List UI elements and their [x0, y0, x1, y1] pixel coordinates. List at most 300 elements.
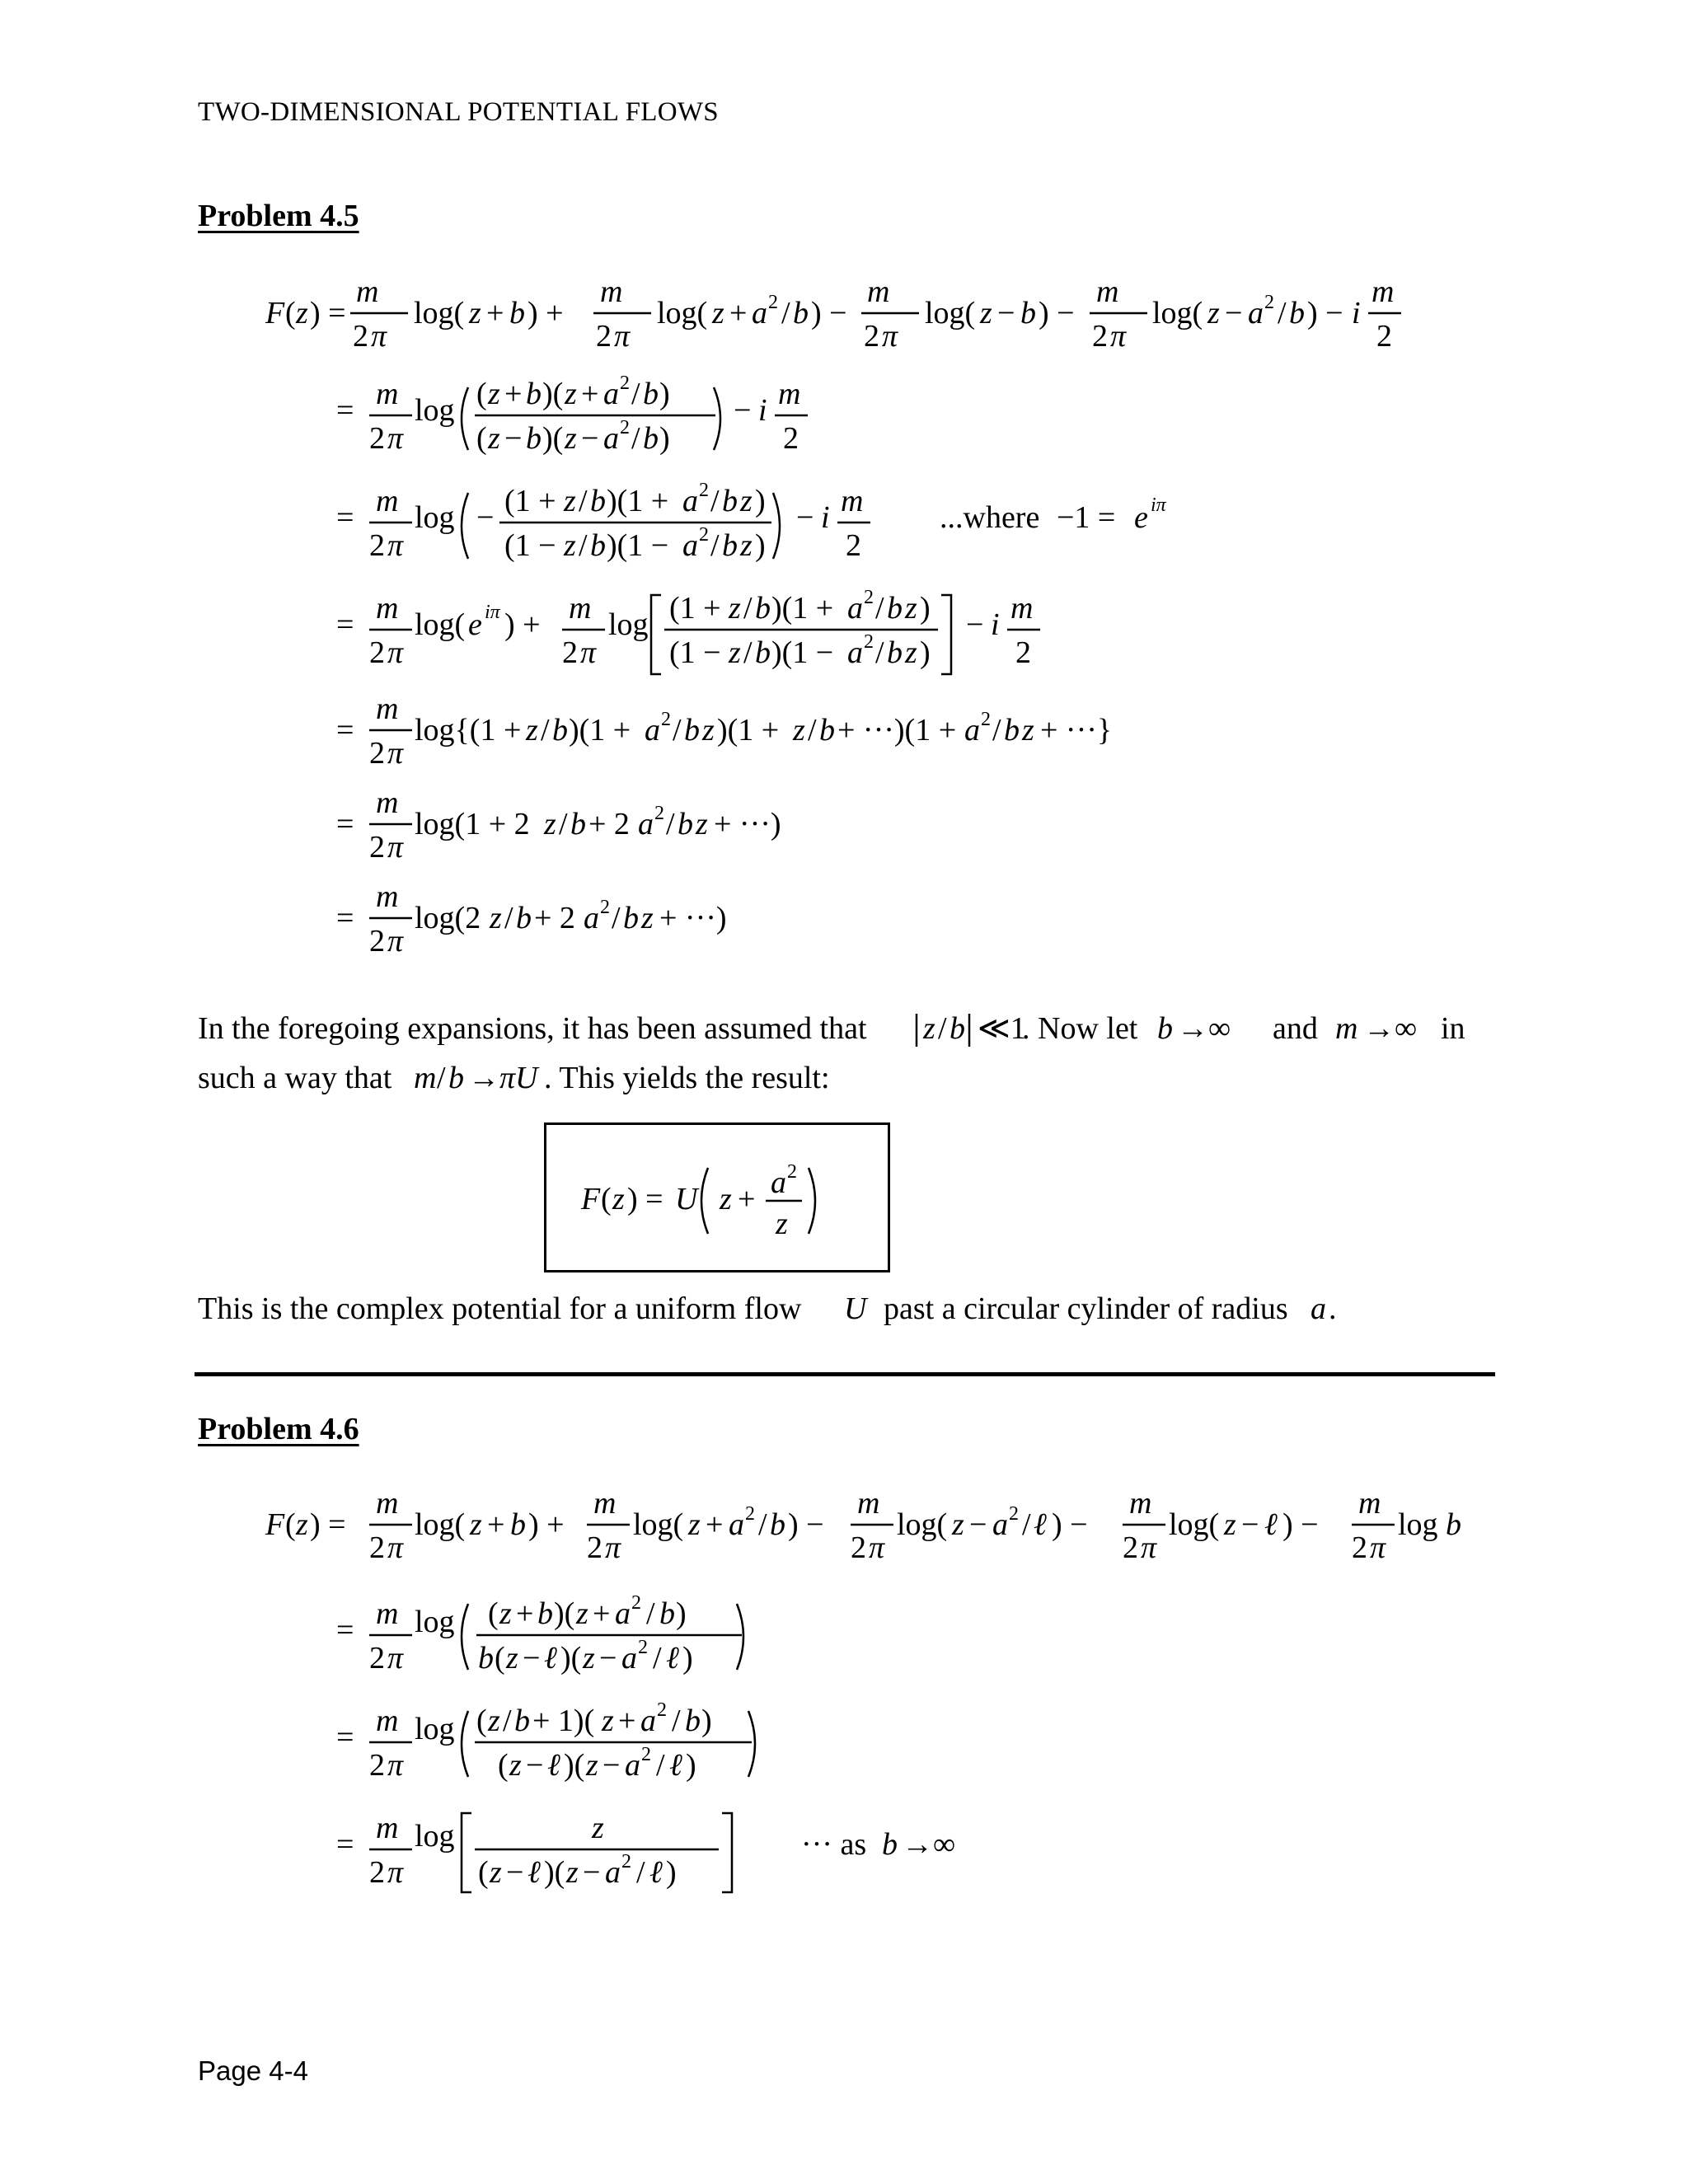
svg-text:m: m — [376, 879, 399, 914]
svg-text:2: 2 — [1009, 1503, 1019, 1525]
svg-text:2: 2 — [846, 528, 861, 563]
svg-text:b: b — [755, 591, 771, 626]
svg-text:−: − — [526, 1748, 544, 1783]
svg-text:): ) — [659, 421, 670, 456]
svg-text:)(1 −: )(1 − — [771, 635, 834, 670]
svg-text:π: π — [1110, 319, 1127, 354]
svg-text:m: m — [569, 591, 592, 626]
svg-text:→∞: →∞ — [1177, 1011, 1231, 1046]
svg-text:+ ···): + ···) — [659, 901, 727, 935]
svg-text:z: z — [612, 1182, 625, 1216]
svg-text:2: 2 — [1376, 319, 1392, 354]
svg-text:iπ: iπ — [1151, 494, 1166, 516]
problem-4-5-derivation — [0, 0, 1688, 989]
svg-text:log(: log( — [1169, 1507, 1220, 1542]
svg-text:z: z — [488, 377, 500, 411]
svg-text:ℓ: ℓ — [669, 1748, 682, 1783]
svg-text:2: 2 — [1123, 1530, 1138, 1565]
svg-text:m: m — [867, 274, 890, 309]
paragraph-text-1b: . Now let — [1022, 1011, 1138, 1046]
svg-text:m: m — [857, 1486, 880, 1521]
svg-text:π: π — [614, 319, 631, 354]
svg-text:F: F — [265, 296, 285, 330]
svg-text:z: z — [980, 296, 992, 330]
svg-text:2: 2 — [587, 1530, 603, 1565]
svg-text:2: 2 — [699, 524, 709, 546]
svg-text:/: / — [808, 713, 817, 748]
svg-text:a: a — [625, 1748, 640, 1783]
svg-text:z: z — [526, 713, 538, 748]
svg-text:−: − — [1241, 1507, 1259, 1542]
svg-text:m: m — [593, 1486, 617, 1521]
svg-text:(: ( — [476, 377, 487, 411]
svg-text:+ 1)(: + 1)( — [532, 1704, 595, 1738]
svg-text:m: m — [778, 377, 801, 411]
svg-text:π: π — [1141, 1530, 1157, 1565]
svg-text:ℓ: ℓ — [649, 1855, 663, 1890]
svg-text:/: / — [758, 1507, 767, 1542]
svg-text:→∞: →∞ — [902, 1827, 956, 1862]
svg-text:+ 2: + 2 — [534, 901, 575, 935]
svg-text:b: b — [526, 421, 542, 456]
svg-text:/: / — [503, 1704, 512, 1738]
svg-text:−1 =: −1 = — [1057, 500, 1116, 535]
svg-text:): ) — [659, 377, 670, 411]
svg-text:2: 2 — [369, 1530, 385, 1565]
svg-text:π: π — [1370, 1530, 1386, 1565]
svg-text:+ ···): + ···) — [714, 807, 781, 841]
svg-text:) −: ) − — [1039, 296, 1075, 330]
svg-text:2: 2 — [369, 1855, 385, 1890]
svg-text:): ) — [755, 484, 766, 518]
svg-text:+: + — [516, 1596, 534, 1631]
svg-text:/: / — [666, 807, 675, 841]
svg-text:πU: πU — [499, 1061, 538, 1095]
svg-text:) =: ) = — [627, 1182, 663, 1216]
svg-text:−: − — [603, 1748, 621, 1783]
svg-text:−: − — [1225, 296, 1243, 330]
svg-text:m: m — [376, 377, 399, 411]
svg-text:π: π — [387, 1530, 404, 1565]
svg-text:+: + — [486, 296, 504, 330]
equation-46-line-2 — [336, 1592, 743, 1675]
svg-text:(1 +: (1 + — [504, 484, 556, 518]
svg-text:b: b — [448, 1061, 464, 1095]
svg-text:z: z — [793, 713, 805, 748]
svg-text:z: z — [696, 807, 708, 841]
svg-text:−: − — [969, 1507, 987, 1542]
svg-text:2: 2 — [864, 587, 874, 608]
svg-text:/: / — [437, 1061, 446, 1095]
svg-text:m: m — [376, 484, 399, 518]
paragraph-text-1d: in — [1441, 1011, 1465, 1046]
svg-text:z: z — [688, 1507, 701, 1542]
svg-text:z: z — [923, 1011, 935, 1046]
svg-text:+ ···)(1 +: + ···)(1 + — [837, 713, 957, 748]
svg-text:a: a — [682, 484, 698, 518]
svg-text:log(: log( — [1152, 296, 1203, 330]
svg-text:i: i — [821, 500, 830, 535]
svg-text:a: a — [964, 713, 980, 748]
svg-text:z: z — [564, 484, 576, 518]
svg-text:→: → — [468, 1061, 499, 1095]
equation-line-4 — [336, 587, 1040, 674]
svg-text:log{(1 +: log{(1 + — [415, 713, 522, 748]
svg-text:z: z — [506, 1641, 518, 1675]
svg-text:e: e — [468, 607, 482, 642]
svg-text:z: z — [729, 635, 741, 670]
equation-line-1 — [265, 274, 1401, 354]
svg-text:F: F — [265, 1507, 285, 1542]
svg-text:) +: ) + — [504, 607, 541, 642]
svg-text:/: / — [992, 713, 1001, 748]
svg-text:=: = — [336, 901, 354, 935]
svg-text:) −: ) − — [1307, 296, 1343, 330]
section-divider — [195, 1372, 1495, 1376]
svg-text:a: a — [645, 713, 660, 748]
equation-line-3 — [336, 480, 870, 563]
svg-text:a: a — [847, 591, 863, 626]
svg-text:b: b — [887, 591, 903, 626]
svg-text:2: 2 — [851, 1530, 866, 1565]
svg-text:=: = — [336, 1613, 354, 1647]
svg-text:m: m — [376, 591, 399, 626]
svg-text:b: b — [793, 296, 809, 330]
svg-text:a: a — [603, 421, 619, 456]
svg-text:)(1 +: )(1 + — [607, 484, 669, 518]
svg-text:π: π — [387, 421, 404, 456]
svg-text:=: = — [336, 807, 354, 841]
svg-text:−: − — [966, 607, 984, 642]
svg-text:2: 2 — [787, 1161, 797, 1183]
svg-text:2: 2 — [1264, 292, 1274, 313]
svg-text:): ) — [755, 528, 766, 563]
svg-text:z: z — [488, 1704, 500, 1738]
svg-text:) −: ) − — [1052, 1507, 1088, 1542]
svg-text:z: z — [490, 1855, 502, 1890]
svg-text:z: z — [544, 807, 556, 841]
equation-line-2 — [336, 373, 808, 456]
svg-text:b: b — [478, 1641, 494, 1675]
svg-text:m: m — [376, 1811, 399, 1845]
svg-text:i: i — [758, 393, 767, 428]
svg-text:a: a — [584, 901, 599, 935]
svg-text:a: a — [1311, 1291, 1326, 1326]
svg-text:−: − — [523, 1641, 541, 1675]
svg-text:b: b — [1157, 1011, 1173, 1046]
svg-text:log: log — [415, 500, 455, 535]
svg-text:z: z — [296, 296, 308, 330]
svg-text:b: b — [659, 1596, 675, 1631]
svg-text:z: z — [592, 1811, 604, 1845]
svg-text:i: i — [991, 607, 1000, 642]
svg-text:a: a — [992, 1507, 1008, 1542]
svg-text:→∞: →∞ — [1363, 1011, 1418, 1046]
svg-text:log(: log( — [414, 296, 465, 330]
svg-text:...where: ...where — [940, 500, 1040, 535]
svg-text:): ) — [701, 1704, 712, 1738]
paragraph-text-2b: . This yields the result: — [544, 1061, 830, 1095]
boxed-result-formula — [546, 1125, 888, 1270]
svg-text:b: b — [514, 1704, 530, 1738]
svg-text:b: b — [722, 484, 738, 518]
svg-text:+: + — [706, 1507, 724, 1542]
svg-text:)(: )( — [564, 1748, 585, 1783]
svg-text:π: π — [387, 528, 404, 563]
svg-text:ℓ: ℓ — [666, 1641, 679, 1675]
svg-text:2: 2 — [600, 897, 610, 918]
svg-text:m: m — [1096, 274, 1119, 309]
svg-text:log: log — [415, 1605, 455, 1639]
svg-text:=: = — [336, 607, 354, 642]
svg-text:z: z — [470, 1507, 482, 1542]
svg-text:2: 2 — [699, 480, 709, 501]
svg-text:z: z — [1207, 296, 1220, 330]
svg-text:−: − — [506, 1855, 524, 1890]
svg-text:z: z — [602, 1704, 614, 1738]
svg-text:/: / — [875, 635, 884, 670]
svg-text:m: m — [1010, 591, 1034, 626]
svg-text:(1 −: (1 − — [504, 528, 556, 563]
svg-text:m: m — [376, 785, 399, 820]
svg-text:π: π — [387, 736, 404, 771]
svg-text:): ) — [682, 1641, 693, 1675]
svg-text:π: π — [387, 1641, 404, 1675]
svg-text:log(2: log(2 — [415, 901, 481, 935]
svg-text:log: log — [1398, 1507, 1438, 1542]
svg-text:(1 −: (1 − — [669, 635, 721, 670]
svg-text:log(1 + 2: log(1 + 2 — [415, 807, 530, 841]
svg-text:(: ( — [476, 1704, 487, 1738]
svg-text:2: 2 — [1352, 1530, 1367, 1565]
svg-text:z: z — [565, 421, 577, 456]
svg-text:b: b — [643, 421, 659, 456]
svg-text:2: 2 — [620, 417, 630, 438]
svg-text:/: / — [579, 528, 588, 563]
paragraph-text-1a: In the foregoing expansions, it has been assumed that — [198, 1011, 867, 1046]
svg-text:z: z — [641, 901, 654, 935]
svg-text:)(1 +: )(1 + — [569, 713, 631, 748]
svg-text:=: = — [336, 713, 354, 748]
svg-text:2: 2 — [783, 421, 799, 456]
svg-text:−: − — [504, 421, 523, 456]
svg-text:log(: log( — [415, 607, 466, 642]
svg-text:a: a — [621, 1641, 637, 1675]
svg-text:2: 2 — [621, 1851, 631, 1872]
svg-text:ℓ: ℓ — [544, 1641, 557, 1675]
svg-text:−: − — [476, 500, 495, 535]
svg-text:+: + — [729, 296, 748, 330]
svg-text:b: b — [623, 901, 639, 935]
svg-text:a: a — [771, 1165, 786, 1200]
svg-text:log(: log( — [657, 296, 708, 330]
svg-text:2: 2 — [981, 709, 991, 730]
svg-text:z: z — [740, 528, 753, 563]
svg-text:m: m — [356, 274, 379, 309]
svg-text:ℓ: ℓ — [547, 1748, 560, 1783]
equation-line-3-note — [940, 494, 1167, 535]
conclusion-sentence — [0, 1286, 1688, 1335]
svg-text:b: b — [950, 1011, 965, 1046]
svg-text:/: / — [631, 377, 640, 411]
svg-text:)(: )( — [542, 421, 564, 456]
svg-text:b: b — [887, 635, 903, 670]
svg-text:b: b — [882, 1827, 898, 1862]
svg-text:π: π — [869, 1530, 885, 1565]
svg-text:z: z — [905, 635, 917, 670]
svg-text:/: / — [653, 1641, 662, 1675]
svg-text:z: z — [712, 296, 724, 330]
equation-46-line-3 — [336, 1699, 755, 1783]
svg-text:log: log — [415, 1819, 455, 1854]
svg-text:U: U — [844, 1291, 867, 1326]
svg-text:π: π — [387, 1855, 404, 1890]
svg-text:/: / — [672, 1704, 681, 1738]
svg-text:a: a — [615, 1596, 631, 1631]
svg-text:/: / — [541, 713, 550, 748]
svg-text:b: b — [510, 1507, 526, 1542]
svg-text:a: a — [1248, 296, 1264, 330]
svg-text:/: / — [646, 1596, 655, 1631]
svg-text:b: b — [770, 1507, 785, 1542]
svg-text:log(: log( — [925, 296, 976, 330]
svg-text:a: a — [752, 296, 767, 330]
svg-text:a: a — [729, 1507, 744, 1542]
svg-text:=: = — [336, 1827, 354, 1862]
svg-text:−: − — [796, 500, 814, 535]
problem-4-6-title: Problem 4.6 — [198, 1412, 359, 1446]
page-number: Page 4-4 — [198, 2055, 308, 2086]
svg-text:) −: ) − — [788, 1507, 824, 1542]
svg-text:+: + — [504, 377, 523, 411]
svg-text:/: / — [781, 296, 790, 330]
svg-text:b: b — [1004, 713, 1020, 748]
svg-text:U: U — [675, 1182, 698, 1216]
svg-text:)(: )( — [554, 1596, 575, 1631]
svg-text:z: z — [740, 484, 753, 518]
svg-text:/: / — [938, 1011, 947, 1046]
svg-text:)(1 +: )(1 + — [771, 591, 834, 626]
svg-text:z: z — [905, 591, 917, 626]
svg-text:a: a — [682, 528, 698, 563]
svg-text:π: π — [387, 924, 404, 958]
svg-text:z: z — [565, 377, 577, 411]
svg-text:b: b — [643, 377, 659, 411]
svg-text:z: z — [566, 1855, 579, 1890]
svg-text:/: / — [612, 901, 621, 935]
svg-text:(: ( — [495, 1641, 505, 1675]
svg-text:2: 2 — [620, 373, 630, 394]
svg-text:+ ···}: + ···} — [1040, 713, 1113, 748]
svg-text:(: ( — [488, 1596, 499, 1631]
svg-text:m: m — [841, 484, 864, 518]
svg-text:m: m — [1129, 1486, 1152, 1521]
svg-text:m: m — [1335, 1011, 1358, 1046]
svg-text:2: 2 — [864, 319, 879, 354]
svg-text:(: ( — [498, 1748, 509, 1783]
svg-text:m: m — [376, 691, 399, 726]
svg-text:2: 2 — [562, 635, 578, 670]
svg-text:2: 2 — [369, 1748, 385, 1783]
boxed-result — [544, 1122, 890, 1272]
svg-text:a: a — [640, 1704, 656, 1738]
svg-text:): ) — [920, 635, 931, 670]
svg-text:2: 2 — [369, 736, 385, 771]
svg-text:2: 2 — [654, 803, 664, 824]
svg-text:b: b — [509, 296, 525, 330]
svg-text:=: = — [336, 393, 354, 428]
svg-text:2: 2 — [745, 1503, 755, 1525]
svg-text:2: 2 — [641, 1744, 651, 1765]
problem-4-5-title: Problem 4.5 — [198, 199, 359, 233]
svg-text:)(: )( — [544, 1855, 565, 1890]
svg-text:/: / — [743, 635, 753, 670]
svg-text:/: / — [743, 591, 753, 626]
svg-text:π: π — [387, 830, 404, 865]
svg-text:/: / — [1022, 1507, 1031, 1542]
running-header: TWO-DIMENSIONAL POTENTIAL FLOWS — [198, 97, 719, 127]
conclusion-text-b: past a circular cylinder of radius — [884, 1291, 1288, 1326]
svg-text:=: = — [336, 1720, 354, 1755]
equation-line-5 — [336, 691, 1112, 771]
svg-text:a: a — [638, 807, 654, 841]
svg-text:−: − — [997, 296, 1015, 330]
svg-text:z: z — [586, 1748, 598, 1783]
svg-text:): ) — [666, 1855, 677, 1890]
svg-text:) +: ) + — [528, 296, 564, 330]
svg-text:/: / — [631, 421, 640, 456]
svg-text:b: b — [685, 1704, 701, 1738]
svg-text:/: / — [1278, 296, 1287, 330]
svg-text:z: z — [576, 1596, 588, 1631]
svg-text:2: 2 — [631, 1592, 641, 1614]
svg-text:m: m — [1358, 1486, 1381, 1521]
svg-text:)(: )( — [560, 1641, 582, 1675]
svg-text:)(1 −: )(1 − — [607, 528, 669, 563]
svg-text:2: 2 — [768, 292, 778, 313]
svg-text:π: π — [580, 635, 597, 670]
svg-text:(: ( — [285, 296, 296, 330]
equation-46-line-1 — [265, 1486, 1461, 1565]
svg-text:(: ( — [478, 1855, 489, 1890]
svg-text:z: z — [296, 1507, 308, 1542]
conclusion-text-end: . — [1329, 1291, 1337, 1326]
svg-text:b: b — [516, 901, 532, 935]
svg-text:/: / — [579, 484, 588, 518]
svg-text:z: z — [776, 1207, 788, 1241]
problem-4-6-derivation — [0, 1467, 1688, 1929]
svg-text:/: / — [673, 713, 682, 748]
svg-text:2: 2 — [369, 924, 385, 958]
svg-text:(: ( — [476, 421, 487, 456]
svg-text:+: + — [593, 1596, 611, 1631]
svg-text:) +: ) + — [528, 1507, 565, 1542]
svg-text:(1 +: (1 + — [669, 591, 721, 626]
svg-text:log(: log( — [633, 1507, 684, 1542]
svg-text:b: b — [1446, 1507, 1461, 1542]
svg-text:/: / — [636, 1855, 645, 1890]
equation-line-6 — [336, 785, 781, 865]
svg-text:b: b — [684, 713, 700, 748]
svg-text:z: z — [469, 296, 481, 330]
svg-text:z: z — [702, 713, 715, 748]
svg-text:b: b — [526, 377, 542, 411]
svg-text:log(: log( — [415, 1507, 466, 1542]
svg-text:log: log — [608, 607, 649, 642]
svg-text:b: b — [755, 635, 771, 670]
svg-text:/: / — [875, 591, 884, 626]
svg-text:2: 2 — [638, 1637, 648, 1658]
